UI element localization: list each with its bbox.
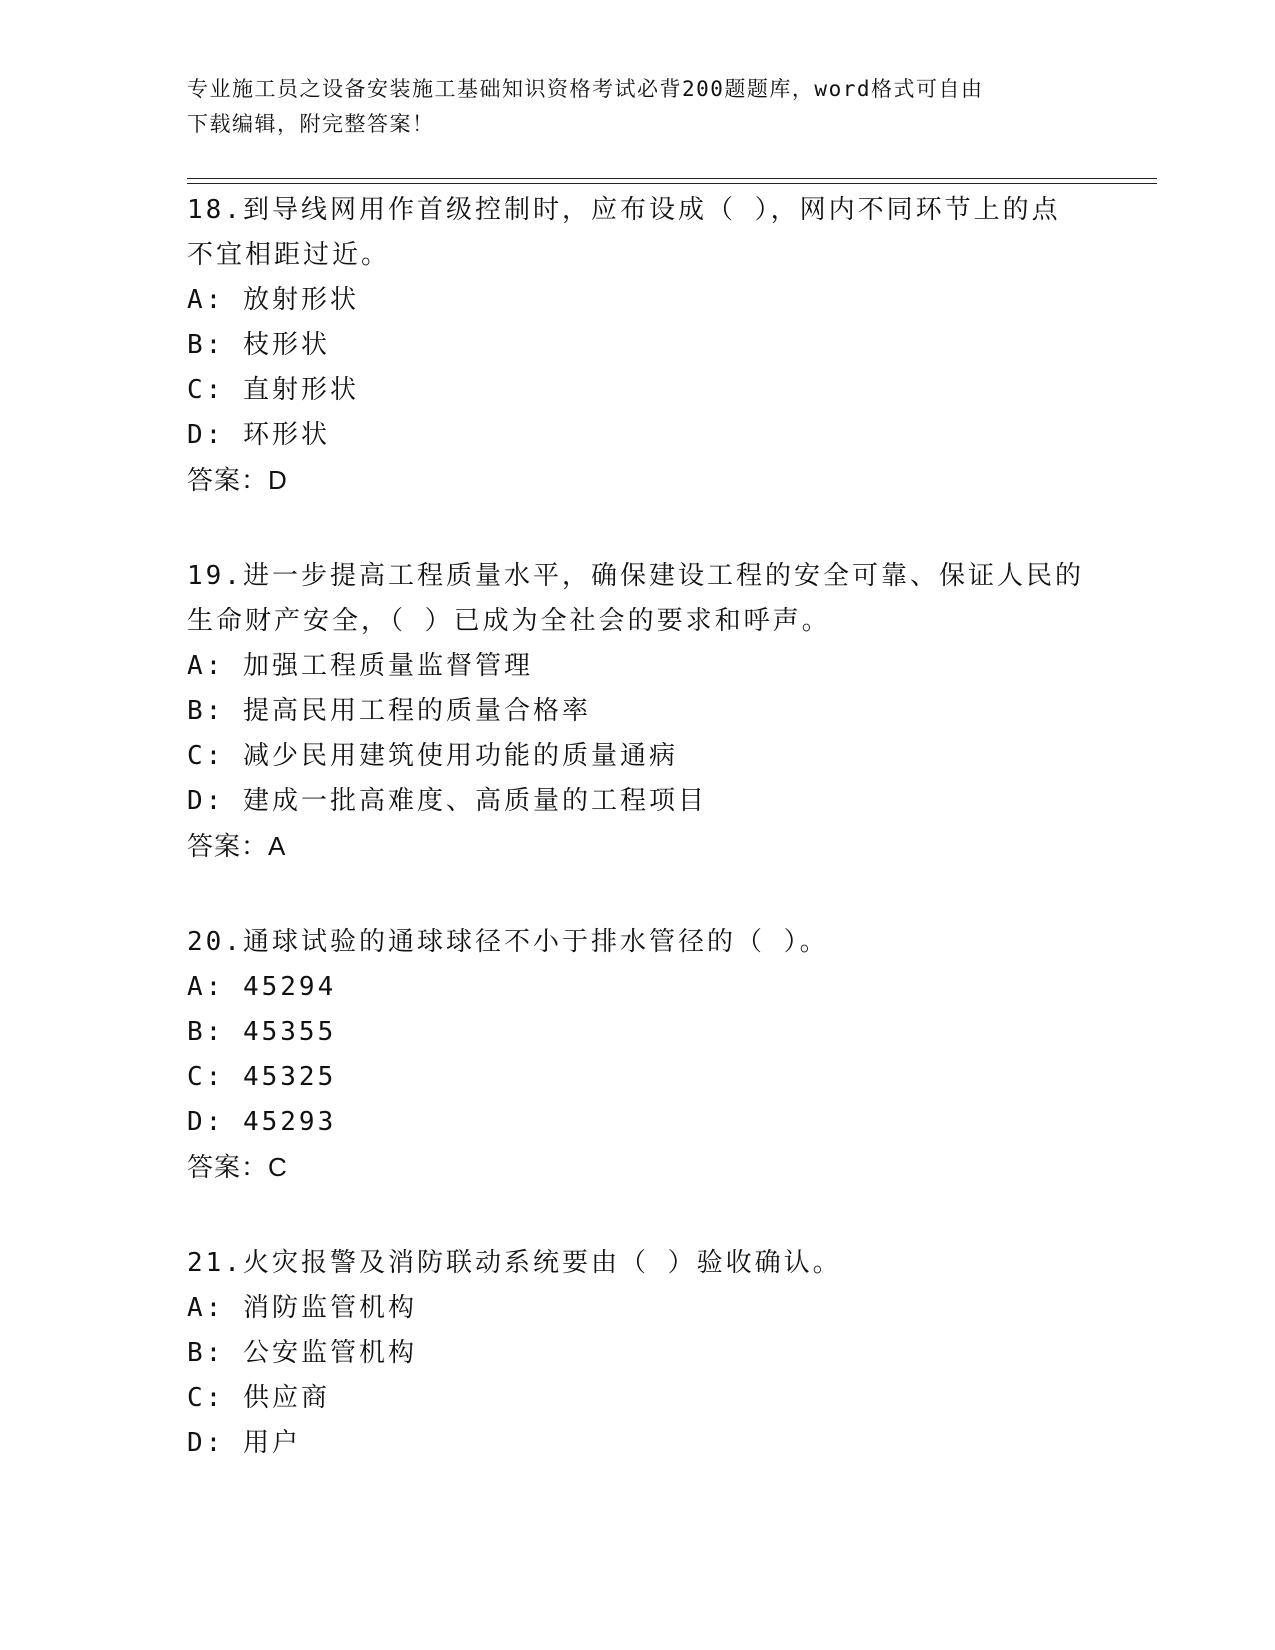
header-divider-bottom <box>187 183 1157 184</box>
option-d: D: 建成一批高难度、高质量的工程项目 <box>187 786 707 816</box>
option-c: C: 直射形状 <box>187 375 359 405</box>
option-a: A: 消防监管机构 <box>187 1293 417 1323</box>
option-b: B: 提高民用工程的质量合格率 <box>187 696 591 726</box>
option-b: B: 45355 <box>187 1017 337 1047</box>
document-header <box>187 72 1087 142</box>
answer: 答案：C <box>187 1152 288 1182</box>
option-d: D: 45293 <box>187 1107 337 1137</box>
option-c: C: 减少民用建筑使用功能的质量通病 <box>187 741 678 771</box>
question-stem-line: 21.火灾报警及消防联动系统要由（ ）验收确认。 <box>187 1248 842 1278</box>
question-18 <box>187 188 1107 503</box>
option-a: A: 加强工程质量监督管理 <box>187 651 533 681</box>
option-d: D: 环形状 <box>187 420 330 450</box>
question-stem-line: 19.进一步提高工程质量水平，确保建设工程的安全可靠、保证人民的 <box>187 561 1084 591</box>
question-19 <box>187 554 1107 869</box>
answer: 答案：A <box>187 831 287 861</box>
answer: 答案：D <box>187 465 288 495</box>
question-stem-line: 18.到导线网用作首级控制时，应布设成（ ），网内不同环节上的点 <box>187 195 1061 225</box>
question-21 <box>187 1241 1107 1466</box>
header-line-1: 专业施工员之设备安装施工基础知识资格考试必背200题题库，word格式可自由 <box>187 77 984 101</box>
question-stem-line: 20.通球试验的通球球径不小于排水管径的（ ）。 <box>187 927 829 957</box>
header-line-2: 下载编辑，附完整答案！ <box>187 112 435 136</box>
option-b: B: 公安监管机构 <box>187 1338 417 1368</box>
question-stem-line: 生命财产安全，（ ）已成为全社会的要求和呼声。 <box>187 606 831 636</box>
option-a: A: 放射形状 <box>187 285 359 315</box>
option-d: D: 用户 <box>187 1428 301 1458</box>
option-b: B: 枝形状 <box>187 330 330 360</box>
option-a: A: 45294 <box>187 972 337 1002</box>
question-20 <box>187 920 1107 1190</box>
option-c: C: 45325 <box>187 1062 337 1092</box>
header-divider-top <box>187 178 1157 179</box>
option-c: C: 供应商 <box>187 1383 330 1413</box>
question-stem-line: 不宜相距过近。 <box>187 240 391 270</box>
